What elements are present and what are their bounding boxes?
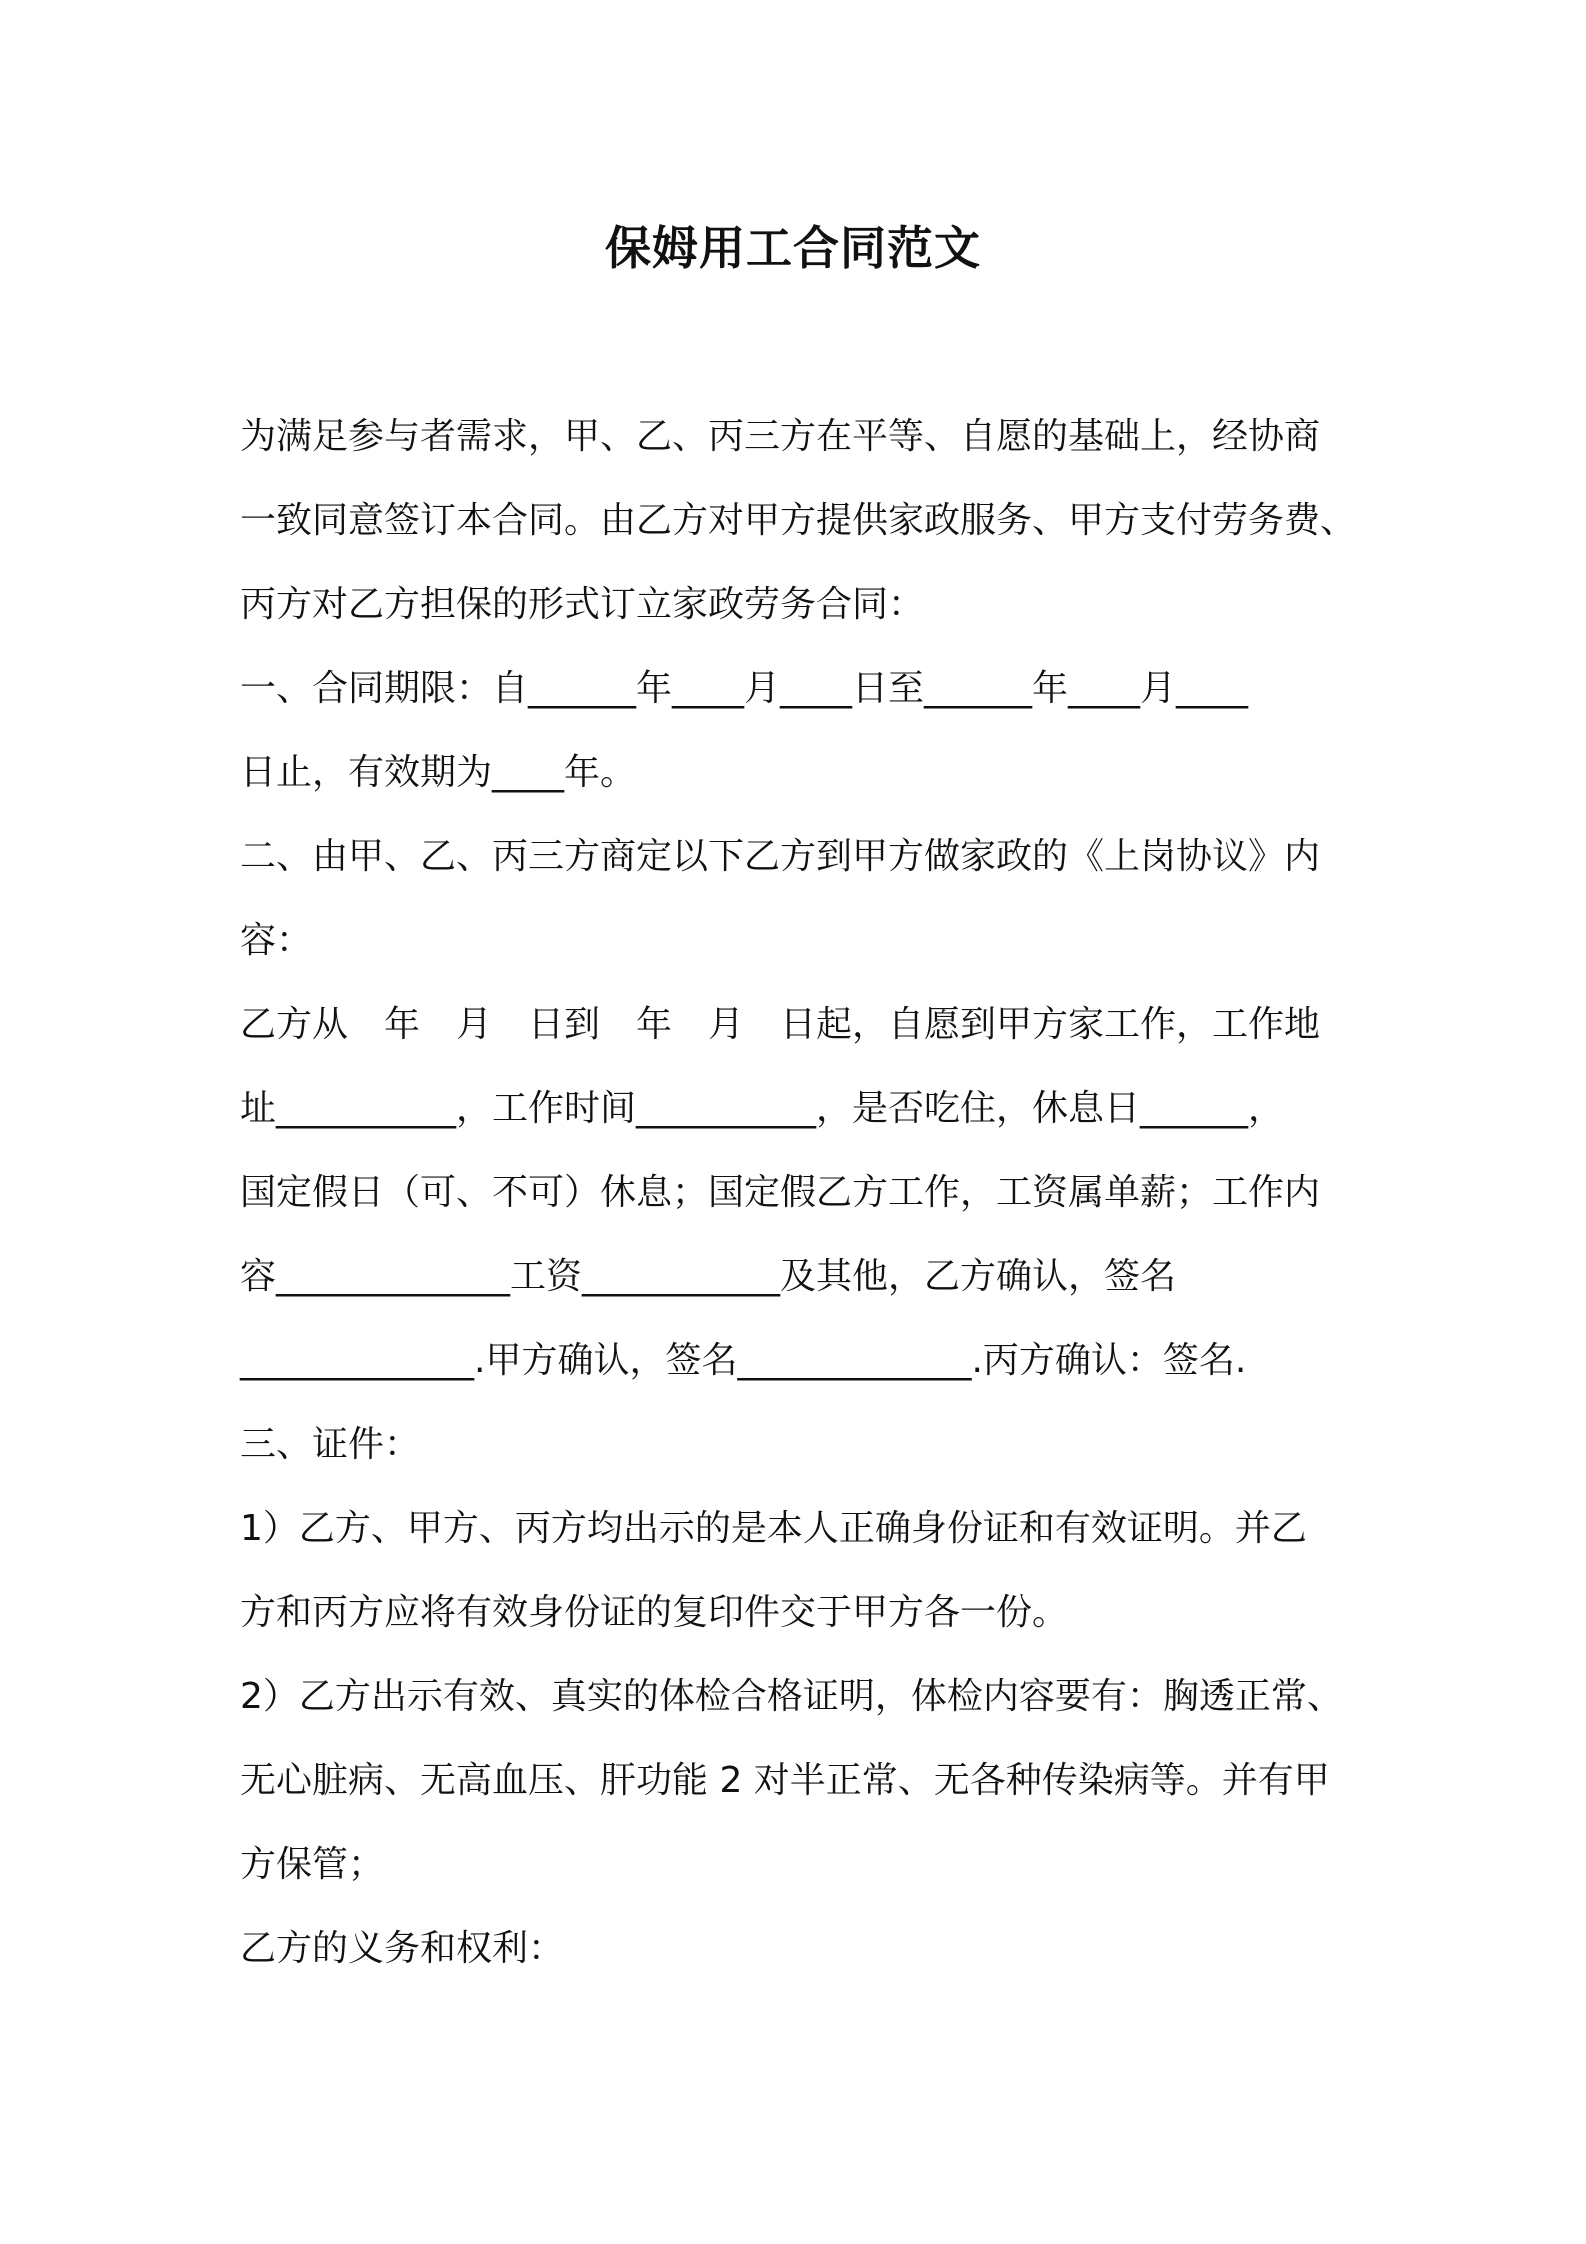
- section-heading: 三、证件：: [240, 1424, 421, 1465]
- body-line: 2）乙方出示有效、真实的体检合格证明，体检内容要有：胸透正常、: [240, 1676, 1343, 1717]
- body-line: 无心脏病、无高血压、肝功能 2 对半正常、无各种传染病等。并有甲: [240, 1760, 1330, 1801]
- body-line: 日止，有效期为____年。: [240, 752, 637, 793]
- body-line: _____________.甲方确认，签名_____________.丙方确认：签名.: [240, 1340, 1247, 1381]
- body-line: 丙方对乙方担保的形式订立家政劳务合同：: [240, 584, 925, 625]
- body-line: 二、由甲、乙、丙三方商定以下乙方到甲方做家政的《上岗协议》内: [240, 836, 1321, 877]
- section-heading: 乙方的义务和权利：: [240, 1928, 565, 1969]
- body-line: 方保管；: [240, 1844, 385, 1885]
- document-title: 保姆用工合同范文: [605, 221, 981, 275]
- body-line: 方和丙方应将有效身份证的复印件交于甲方各一份。: [240, 1592, 1069, 1633]
- body-line: 一致同意签订本合同。由乙方对甲方提供家政服务、甲方支付劳务费、: [240, 500, 1357, 541]
- body-line: 址__________，工作时间__________，是否吃住，休息日______，: [240, 1088, 1285, 1129]
- body-line: 一、合同期限：自______年____月____日至______年____月____: [240, 668, 1249, 709]
- body-line: 为满足参与者需求，甲、乙、丙三方在平等、自愿的基础上，经协商: [240, 416, 1321, 457]
- body-line: 容_____________工资___________及其他，乙方确认，签名: [240, 1256, 1177, 1297]
- body-line: 乙方从 年 月 日到 年 月 日起，自愿到甲方家工作，工作地: [240, 1004, 1321, 1045]
- body-line: 容：: [240, 920, 313, 961]
- body-line: 国定假日（可、不可）休息；国定假乙方工作，工资属单薪；工作内: [240, 1172, 1321, 1213]
- body-line: 1）乙方、甲方、丙方均出示的是本人正确身份证和有效证明。并乙: [240, 1508, 1307, 1549]
